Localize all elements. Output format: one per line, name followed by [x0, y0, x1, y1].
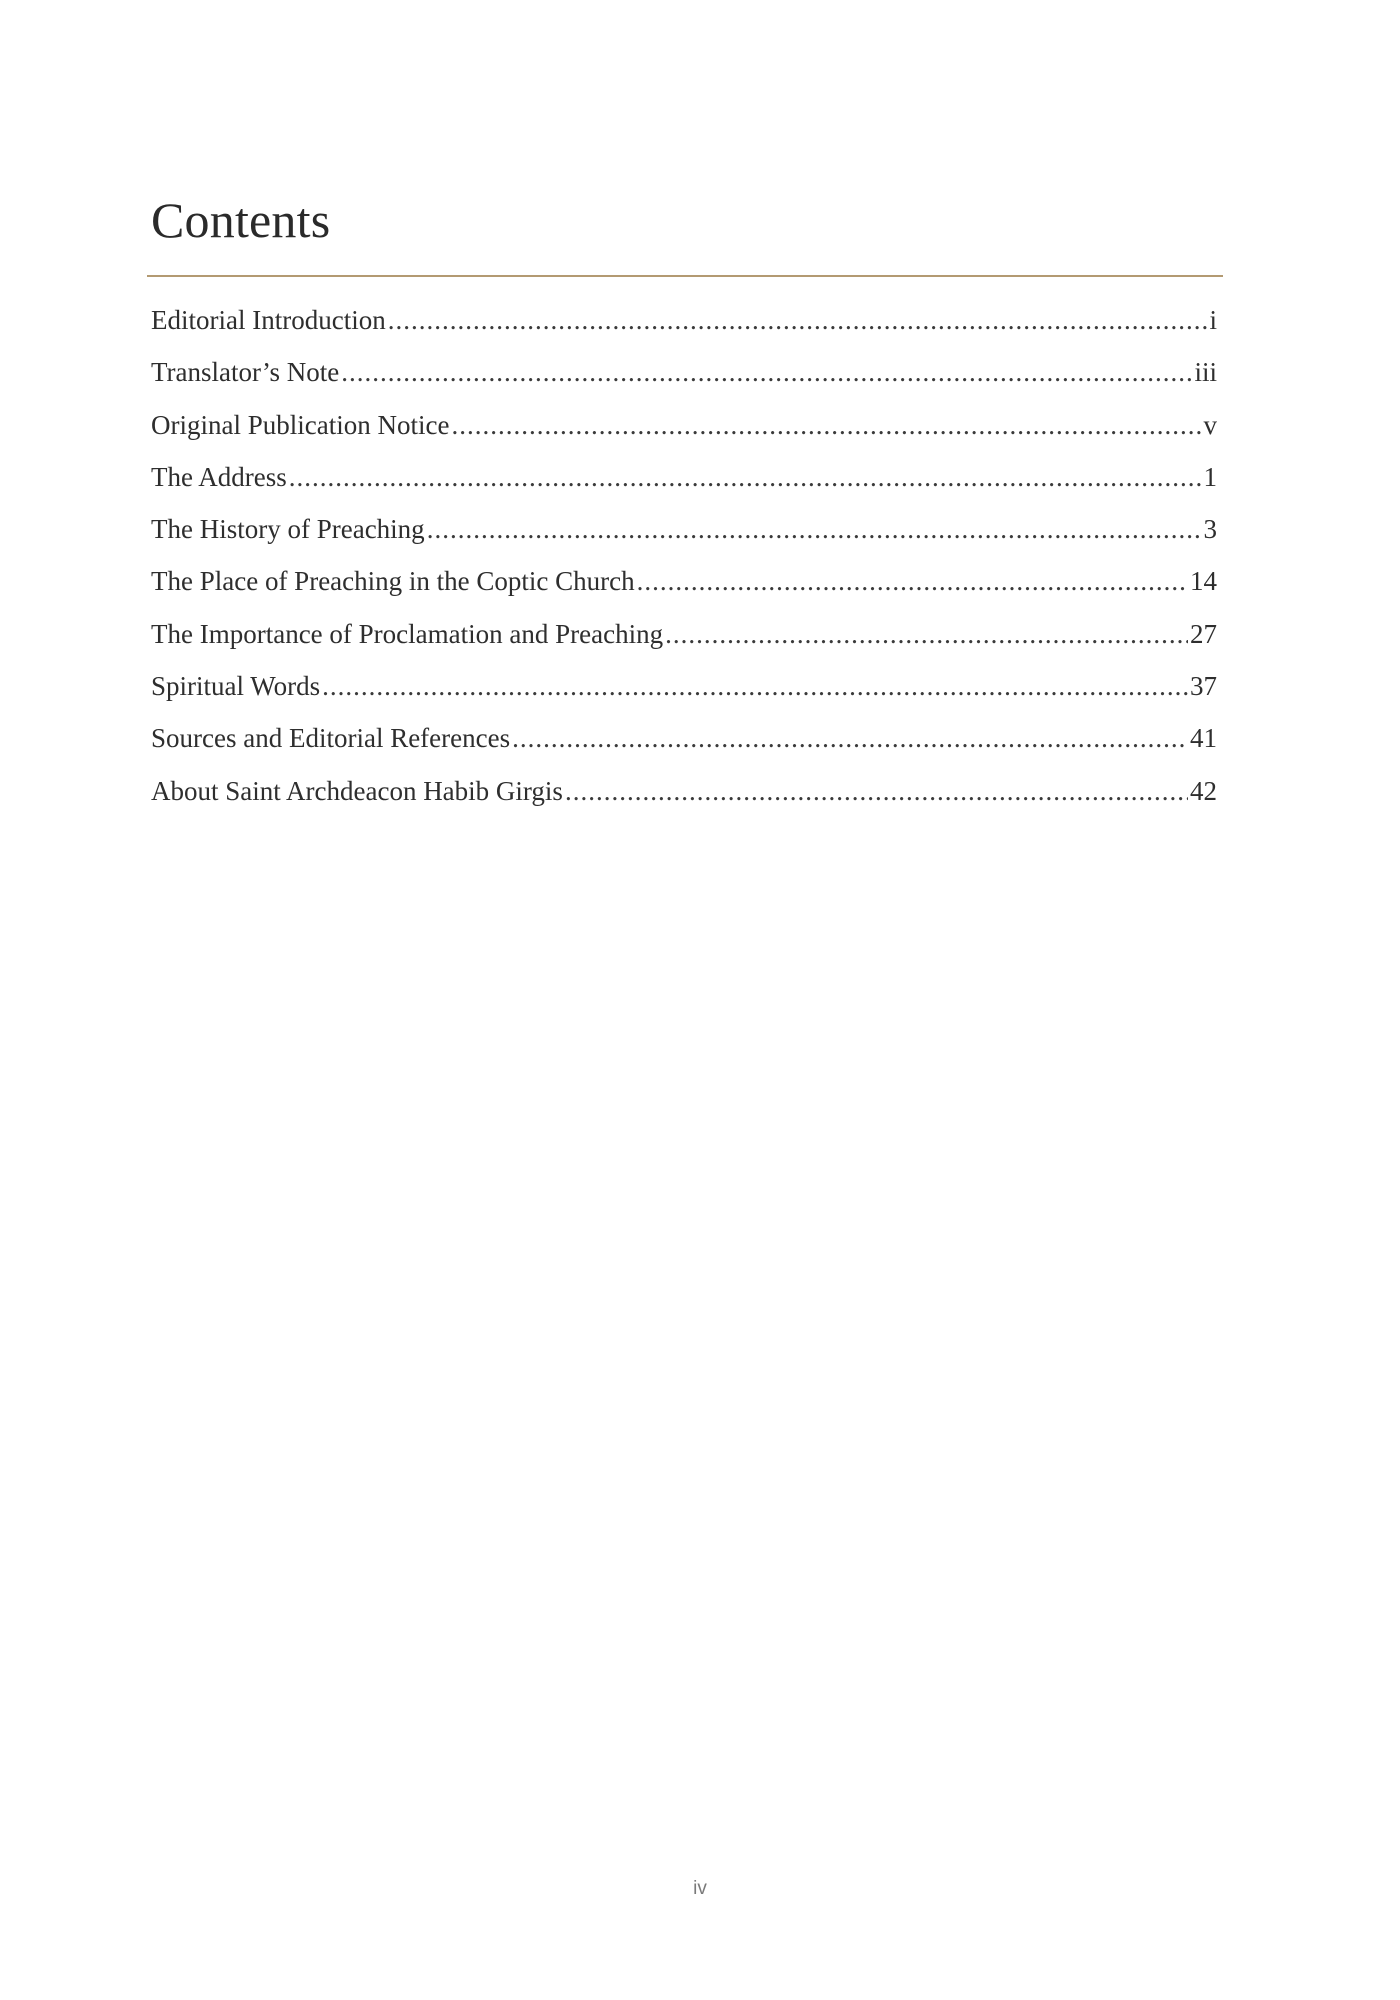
toc-entry-page: 37	[1190, 671, 1217, 702]
toc-entry-spiritual-words[interactable]	[151, 666, 1217, 718]
dot-leader	[451, 405, 1201, 445]
toc-entry-the-address[interactable]	[151, 457, 1217, 509]
toc-entry-importance-of-proclamation[interactable]	[151, 614, 1217, 666]
toc-entry-page: 27	[1190, 618, 1217, 649]
toc-entry-title: The Place of Preaching in the Coptic Church	[151, 566, 635, 597]
toc-entry-title: The Importance of Proclamation and Preaching	[151, 618, 664, 649]
title-divider	[147, 275, 1223, 277]
toc-entry-page: i	[1209, 305, 1217, 335]
toc-entry-original-publication-notice[interactable]	[151, 405, 1217, 457]
toc-entry-page: 41	[1190, 723, 1217, 754]
toc-entry-title: Original Publication Notice	[151, 409, 450, 440]
toc-entry-title: The History of Preaching	[151, 514, 425, 545]
toc-entry-page: 1	[1203, 461, 1217, 492]
toc-entry-about-habib-girgis[interactable]	[151, 771, 1217, 823]
toc-entry-title: The Address	[151, 461, 287, 492]
dot-leader	[427, 509, 1202, 549]
toc-entry-page: 3	[1203, 514, 1217, 545]
toc-entry-title: Sources and Editorial References	[151, 723, 511, 754]
dot-leader	[341, 352, 1192, 392]
toc-entry-title: About Saint Archdeacon Habib Girgis	[151, 775, 563, 806]
page-number: iv	[693, 1878, 707, 1899]
toc-entry-place-of-preaching[interactable]	[151, 561, 1217, 613]
page-title: Contents	[151, 192, 331, 248]
toc-entry-title: Spiritual Words	[151, 671, 321, 702]
dot-leader	[512, 718, 1188, 758]
toc-entry-history-of-preaching[interactable]	[151, 509, 1217, 561]
toc-entry-title: Editorial Introduction	[151, 305, 386, 335]
toc-entry-translators-note[interactable]	[151, 352, 1217, 404]
dot-leader	[665, 614, 1188, 654]
dot-leader	[289, 457, 1202, 497]
table-of-contents	[151, 300, 1217, 823]
dot-leader	[388, 300, 1208, 340]
dot-leader	[565, 771, 1188, 811]
toc-entry-title: Translator’s Note	[151, 357, 340, 388]
toc-entry-sources-and-references[interactable]	[151, 718, 1217, 770]
dot-leader	[637, 561, 1188, 601]
toc-entry-page: v	[1203, 409, 1217, 440]
toc-entry-page: 14	[1190, 566, 1217, 597]
toc-entry-page: iii	[1194, 357, 1217, 388]
dot-leader	[322, 666, 1188, 706]
toc-entry-page: 42	[1190, 775, 1217, 806]
toc-entry-editorial-introduction[interactable]	[151, 300, 1217, 352]
